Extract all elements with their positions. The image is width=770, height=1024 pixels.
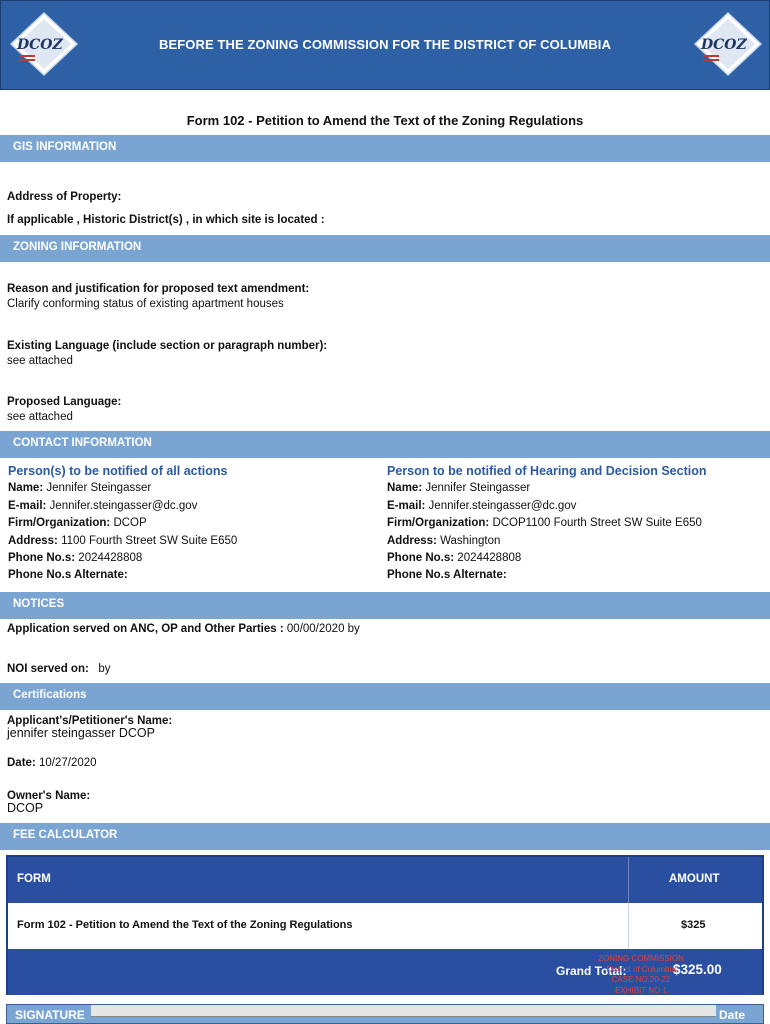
reason-value: Clarify conforming status of existing apartment houses bbox=[7, 298, 284, 310]
name-label: Name: bbox=[8, 482, 44, 495]
phone-alternate-label: Phone No.s Alternate: bbox=[387, 569, 507, 582]
proposed-language-label: Proposed Language: bbox=[7, 396, 122, 408]
date-line bbox=[7, 757, 97, 769]
phone-label: Phone No.s: bbox=[387, 552, 455, 565]
stamp-line: ZONING COMMISSION bbox=[598, 954, 684, 963]
page-header bbox=[0, 0, 770, 90]
header-title: BEFORE THE ZONING COMMISSION FOR THE DISTRICT OF COLUMBIA bbox=[158, 37, 612, 52]
firm-label: Firm/Organization: bbox=[8, 517, 111, 530]
section-bar-fee-calculator: FEE CALCULATOR bbox=[0, 823, 770, 850]
logo-text: DCOZ bbox=[701, 37, 747, 53]
application-served-value: 00/00/2020 by bbox=[286, 623, 360, 635]
stamp-line: District of Columbia bbox=[606, 964, 676, 974]
grand-total-label: Grand Total: bbox=[556, 964, 627, 978]
date-value: 10/27/2020 bbox=[38, 757, 97, 769]
noi-served-value: by bbox=[98, 663, 111, 675]
date-label: Date: bbox=[7, 757, 36, 769]
section-bar-certifications: Certifications bbox=[0, 683, 770, 710]
phone-value: 2024428808 bbox=[457, 552, 522, 565]
section-bar-notices: NOTICES bbox=[0, 592, 770, 619]
name-value: Jennifer Steingasser bbox=[425, 482, 531, 495]
application-served-label: Application served on ANC, OP and Other Parties : bbox=[7, 623, 284, 635]
owner-name-value: DCOP bbox=[7, 801, 44, 815]
fee-table-header bbox=[8, 857, 762, 903]
owner-name-label: Owner's Name: bbox=[7, 790, 91, 802]
firm-value: DCOP bbox=[113, 517, 147, 530]
application-served-line bbox=[7, 623, 360, 635]
applicant-name-label: Applicant's/Petitioner's Name: bbox=[7, 715, 173, 727]
firm-value: DCOP1100 Fourth Street SW Suite E650 bbox=[492, 517, 702, 530]
stamp-line: CASE NO.20-22 bbox=[611, 975, 671, 984]
email-value: Jennifer.steingasser@dc.gov bbox=[49, 499, 198, 512]
logo-text: DCOZ bbox=[17, 37, 63, 53]
address-label: Address: bbox=[8, 534, 58, 547]
section-bar-zoning: ZONING INFORMATION bbox=[0, 235, 770, 262]
existing-language-label: Existing Language (include section or paragraph number): bbox=[7, 340, 328, 352]
historic-district-label: If applicable , Historic District(s) , in which site is located : bbox=[7, 214, 325, 226]
email-value: Jennifer.steingasser@dc.gov bbox=[428, 499, 577, 512]
reason-label: Reason and justification for proposed text amendment: bbox=[7, 283, 310, 295]
signature-date-label: Date bbox=[719, 1008, 746, 1022]
address-value: Washington bbox=[440, 534, 501, 547]
name-label: Name: bbox=[387, 482, 423, 495]
phone-label: Phone No.s: bbox=[8, 552, 76, 565]
applicant-name-value: jennifer steingasser DCOP bbox=[7, 726, 155, 740]
noi-served-line bbox=[7, 663, 111, 675]
exhibit-stamp bbox=[586, 954, 696, 996]
column-divider bbox=[628, 857, 629, 903]
fee-form-cell: Form 102 - Petition to Amend the Text of the Zoning Regulations bbox=[17, 919, 353, 931]
email-label: E-mail: bbox=[387, 499, 426, 512]
phone-value: 2024428808 bbox=[78, 552, 143, 565]
name-value: Jennifer Steingasser bbox=[46, 482, 152, 495]
address-label: Address of Property: bbox=[7, 191, 122, 203]
table-row bbox=[8, 903, 762, 949]
email-label: E-mail: bbox=[8, 499, 47, 512]
column-divider bbox=[628, 903, 629, 949]
column-header-amount: AMOUNT bbox=[669, 873, 720, 885]
contact-hearing-decision bbox=[387, 463, 706, 585]
fee-amount-cell: $325 bbox=[681, 919, 706, 931]
signature-label: SIGNATURE bbox=[15, 1008, 85, 1022]
contact-heading: Person to be notified of Hearing and Decision Section bbox=[387, 464, 707, 478]
contact-heading: Person(s) to be notified of all actions bbox=[8, 464, 228, 478]
contact-all-actions bbox=[8, 463, 237, 585]
stamp-line: EXHIBIT NO.1 bbox=[615, 985, 667, 995]
firm-label: Firm/Organization: bbox=[387, 517, 490, 530]
section-bar-contact: CONTACT INFORMATION bbox=[0, 431, 770, 458]
dcoz-logo bbox=[693, 11, 763, 77]
address-label: Address: bbox=[387, 534, 437, 547]
column-header-form: FORM bbox=[17, 873, 51, 885]
address-value: 1100 Fourth Street SW Suite E650 bbox=[61, 534, 238, 547]
noi-served-label: NOI served on: bbox=[7, 663, 89, 675]
grand-total-value: $325.00 bbox=[673, 962, 722, 977]
phone-alternate-label: Phone No.s Alternate: bbox=[8, 569, 128, 582]
proposed-language-value: see attached bbox=[7, 411, 73, 423]
form-title: Form 102 - Petition to Amend the Text of the Zoning Regulations bbox=[186, 113, 584, 128]
signature-field[interactable] bbox=[91, 1005, 716, 1017]
existing-language-value: see attached bbox=[7, 355, 73, 367]
section-bar-gis: GIS INFORMATION bbox=[0, 135, 770, 162]
signature-bar bbox=[6, 1004, 764, 1024]
